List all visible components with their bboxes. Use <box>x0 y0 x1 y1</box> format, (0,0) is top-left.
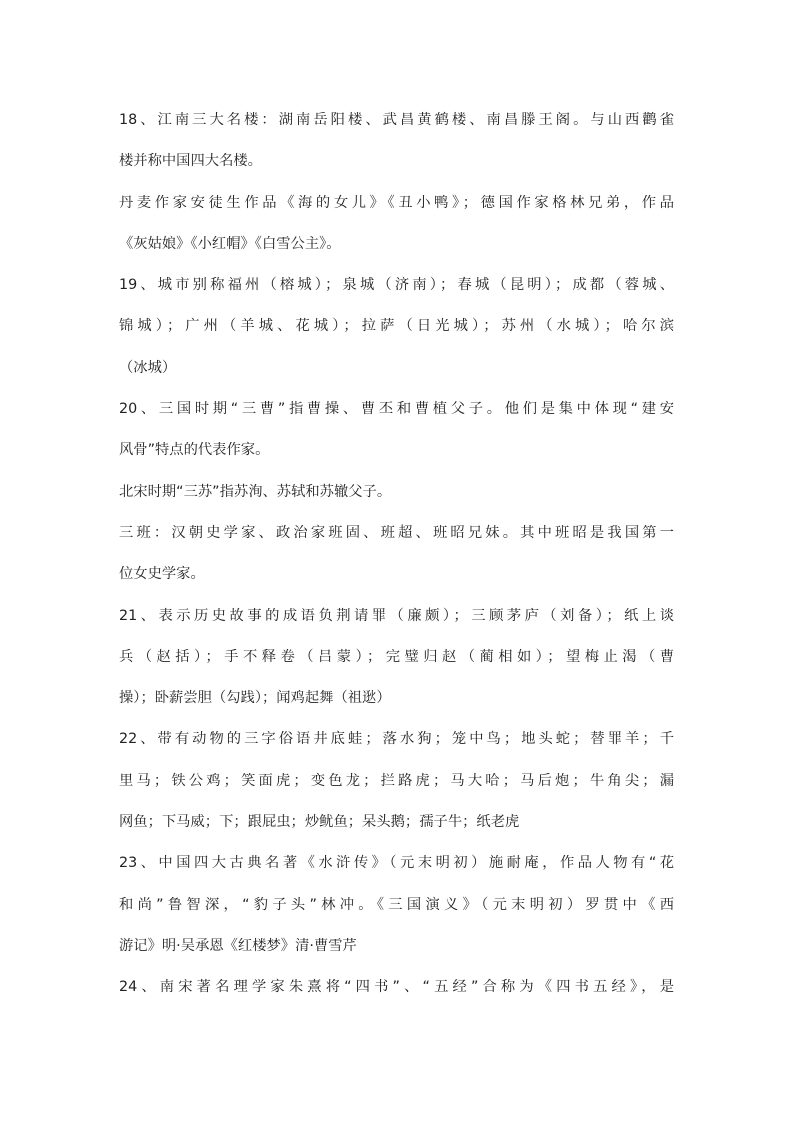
text-line: 锦城）；广州（羊城、花城）；拉萨（日光城）；苏州（水城）；哈尔滨 <box>119 318 674 335</box>
text-line: 操）；卧薪尝胆（勾践）；闻鸡起舞（祖逖） <box>119 690 391 707</box>
text-line: 位女史学家。 <box>119 566 205 583</box>
text-line: 《灰姑娘》《小红帽》《白雪公主》。 <box>119 235 341 252</box>
text-line: 北宋时期“三苏”指苏洵、苏轼和苏辙父子。 <box>119 483 392 500</box>
text-line: 楼并称中国四大名楼。 <box>119 153 262 170</box>
text-line: 风骨”特点的代表作家。 <box>119 442 270 459</box>
text-line: 和尚”鲁智深，“豹子头”林冲。《三国演义》（元末明初）罗贯中《西 <box>119 896 674 913</box>
text-line: 游记》明·吴承恩《红楼梦》清·曹雪芹 <box>119 937 357 954</box>
text-line: 21、表示历史故事的成语负荆请罪（廉颇）；三顾茅庐（刘备）；纸上谈 <box>119 607 674 624</box>
text-line: 19、城市别称福州（榕城）；泉城（济南）；春城（昆明）；成都（蓉城、 <box>119 277 674 294</box>
text-line: 三班：汉朝史学家、政治家班固、班超、班昭兄妹。其中班昭是我国第一 <box>119 524 674 541</box>
text-line: （冰城） <box>119 359 177 376</box>
text-line: 22、带有动物的三字俗语井底蛙；落水狗；笼中鸟；地头蛇；替罪羊；千 <box>119 731 674 748</box>
text-line: 20、三国时期“三曹”指曹操、曹丕和曹植父子。他们是集中体现“建安 <box>119 401 674 418</box>
document-body <box>119 100 674 1009</box>
text-line: 丹麦作家安徒生作品《海的女儿》《丑小鸭》；德国作家格林兄弟，作品 <box>119 194 674 211</box>
text-line: 网鱼；下马威；下；跟屁虫；炒鱿鱼；呆头鹅；孺子牛；纸老虎 <box>119 814 520 831</box>
text-line: 里马；铁公鸡；笑面虎；变色龙；拦路虎；马大哈；马后炮；牛角尖；漏 <box>119 772 674 789</box>
text-line: 24、南宋著名理学家朱熹将“四书”、“五经”合称为《四书五经》，是 <box>119 979 674 996</box>
text-line: 18、江南三大名楼：湖南岳阳楼、武昌黄鹤楼、南昌滕王阁。与山西鹳雀 <box>119 112 674 128</box>
text-line: 23、中国四大古典名著《水浒传》（元末明初）施耐庵，作品人物有“花 <box>119 855 674 872</box>
text-line: 兵（赵括）；手不释卷（吕蒙）；完璧归赵（蔺相如）；望梅止渴（曹 <box>119 648 674 665</box>
